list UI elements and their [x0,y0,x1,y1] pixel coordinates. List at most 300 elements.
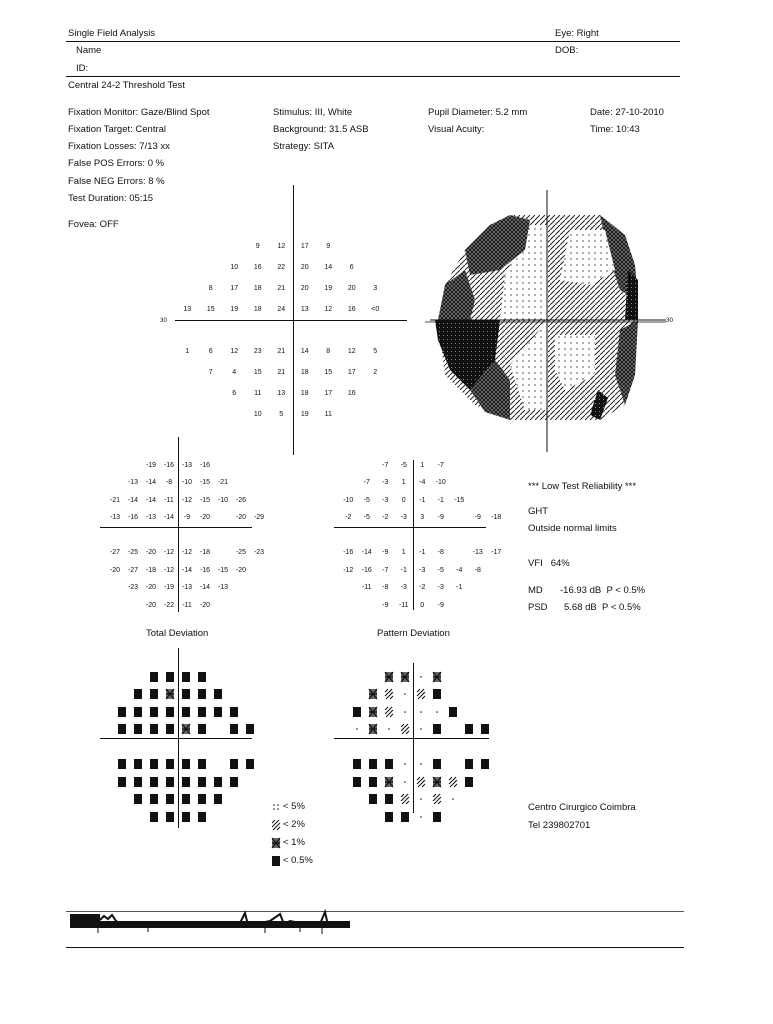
pattern-deviation-prob-symbol [369,794,377,804]
total-deviation-value: -18 [199,549,211,557]
total-deviation-value: -15 [199,479,211,487]
total-deviation-value: -16 [199,566,211,574]
total-deviation-prob-symbol [134,707,142,717]
threshold-value: 23 [253,347,262,355]
legend-p05: < 0.5% [283,855,313,866]
threshold-value: 7 [208,368,213,376]
total-deviation-value: -11 [182,601,192,609]
threshold-value: 10 [230,263,239,271]
total-deviation-prob-symbol [134,777,142,787]
threshold-value: 15 [206,305,215,313]
legend-p5: < 5% [283,801,305,812]
test-time: Time: 10:43 [590,124,640,135]
pattern-deviation-value: -5 [363,514,370,522]
pattern-deviation-value: -7 [382,566,389,574]
total-deviation-value: -25 [127,549,139,557]
pattern-deviation-value: -4 [456,566,463,574]
threshold-value: 11 [324,410,332,418]
pattern-deviation-prob-symbol [401,672,409,682]
total-deviation-value: -13 [145,514,157,522]
dob-label: DOB: [555,45,579,56]
clinic-tel: Tel 239802701 [528,820,591,831]
threshold-value: 15 [253,368,262,376]
threshold-value: 22 [277,263,286,271]
total-deviation-prob-symbol [214,707,222,717]
pattern-deviation-value: -8 [437,549,444,557]
total-deviation-prob-symbol [182,724,190,734]
threshold-axis-label-left: 30 [160,317,168,324]
total-deviation-prob-symbol [198,707,206,717]
pattern-dev-numeric-horizontal-axis [334,527,486,528]
total-deviation-value: -16 [199,461,211,469]
total-deviation-value: -13 [181,461,193,469]
report-title: Single Field Analysis [68,28,156,39]
pattern-deviation-prob-symbol [417,812,425,822]
total-deviation-value: -15 [217,566,229,574]
pattern-deviation-prob-symbol [481,759,489,769]
pattern-deviation-prob-symbol [401,724,409,734]
total-dev-prob-horizontal-axis [100,738,252,739]
threshold-value: 2 [373,368,378,376]
total-deviation-prob-symbol [198,759,206,769]
pattern-deviation-value: -18 [491,514,502,522]
stimulus: Stimulus: III, White [273,107,353,118]
total-deviation-prob-symbol [118,707,126,717]
pattern-deviation-value: -3 [437,584,444,592]
total-deviation-value: -27 [109,549,121,557]
total-deviation-prob-symbol [166,794,174,804]
pattern-deviation-prob-symbol [417,777,425,787]
pattern-deviation-value: 1 [420,461,425,469]
total-deviation-prob-symbol [150,812,158,822]
total-deviation-prob-symbol [214,794,222,804]
total-deviation-prob-symbol [134,689,142,699]
threshold-value: 19 [324,284,333,292]
reliability-warning: *** Low Test Reliability *** [528,481,637,492]
total-deviation-prob-symbol [182,812,190,822]
total-deviation-prob-symbol [134,759,142,769]
total-deviation-prob-symbol [150,724,158,734]
threshold-value: 21 [277,368,286,376]
total-deviation-value: -13 [127,479,139,487]
pattern-deviation-prob-symbol [481,724,489,734]
total-deviation-value: -14 [127,496,139,504]
pattern-deviation-value: -3 [382,479,389,487]
total-deviation-value: -21 [109,496,121,504]
total-deviation-prob-symbol [166,812,174,822]
fixation-losses: Fixation Losses: 7/13 xx [68,141,170,152]
threshold-value: 5 [279,410,284,418]
total-deviation-value: -20 [199,514,211,522]
pattern-deviation-prob-symbol [417,689,425,699]
total-deviation-prob-symbol [118,777,126,787]
legend-symbol-p05 [272,856,280,866]
total-deviation-value: -16 [127,514,139,522]
total-deviation-prob-symbol [166,759,174,769]
pattern-deviation-prob-symbol [369,724,377,734]
pattern-deviation-value: 1 [401,479,406,487]
fixation-target: Fixation Target: Central [68,124,167,135]
gaze-strip-baseline [70,927,350,928]
footer-rule [66,947,684,948]
threshold-value: 13 [300,305,309,313]
threshold-value: 18 [253,305,262,313]
threshold-value: 14 [300,347,309,355]
threshold-value: 1 [185,347,190,355]
total-deviation-prob-symbol [150,759,158,769]
threshold-value: 12 [230,347,239,355]
pattern-deviation-value: -9 [382,601,389,609]
threshold-value: 24 [277,305,286,313]
total-deviation-prob-symbol [198,724,206,734]
pattern-deviation-prob-symbol [353,759,361,769]
total-deviation-prob-symbol [166,724,174,734]
pattern-deviation-prob-symbol [433,777,441,787]
pattern-deviation-value: -5 [400,461,407,469]
pattern-deviation-value: -9 [382,549,389,557]
vfi-value: VFI 64% [528,558,570,569]
pattern-deviation-value: -10 [343,496,354,504]
total-deviation-value: -14 [163,514,175,522]
threshold-value: 11 [254,389,262,397]
total-deviation-value: -12 [163,549,175,557]
pattern-deviation-prob-symbol [465,759,473,769]
pattern-deviation-value: -3 [400,584,407,592]
test-name: Central 24-2 Threshold Test [68,80,185,91]
total-deviation-value: -20 [235,566,247,574]
pattern-deviation-prob-symbol [433,707,441,717]
pattern-deviation-prob-symbol [417,707,425,717]
threshold-value: 18 [253,284,262,292]
total-deviation-value: -21 [217,479,229,487]
pattern-deviation-prob-symbol [353,724,361,734]
total-deviation-prob-symbol [150,707,158,717]
strategy: Strategy: SITA [273,141,335,152]
pattern-deviation-prob-symbol [401,759,409,769]
total-deviation-value: -12 [181,549,193,557]
total-deviation-value: -19 [163,584,175,592]
pattern-deviation-prob-symbol [385,777,393,787]
pattern-deviation-value: -7 [363,479,370,487]
name-label: Name [76,45,102,56]
pattern-deviation-value: -9 [474,514,481,522]
pattern-deviation-prob-symbol [417,672,425,682]
pattern-deviation-value: -3 [419,566,426,574]
pattern-deviation-value: -10 [435,479,446,487]
threshold-value: 3 [373,284,378,292]
total-deviation-value: -25 [235,549,247,557]
pattern-deviation-prob-symbol [385,812,393,822]
pattern-deviation-value: -3 [400,514,407,522]
total-deviation-value: -13 [109,514,121,522]
threshold-value: 20 [300,263,309,271]
threshold-value: 16 [347,305,356,313]
pattern-deviation-prob-symbol [385,759,393,769]
header-rule-top [66,41,680,42]
pattern-deviation-value: -17 [491,549,502,557]
threshold-value: 9 [255,242,260,250]
legend-p1: < 1% [283,837,305,848]
threshold-value: 17 [324,389,333,397]
total-deviation-value: -8 [165,479,173,487]
pattern-deviation-prob-symbol [433,672,441,682]
pattern-deviation-prob-symbol [369,689,377,699]
pattern-deviation-prob-symbol [401,794,409,804]
header-rule-bottom [66,76,680,77]
total-deviation-value: -10 [181,479,193,487]
threshold-value: 6 [232,389,237,397]
legend-symbol-p2 [272,820,280,830]
total-deviation-prob-symbol [134,724,142,734]
total-deviation-label: Total Deviation [146,628,209,639]
total-deviation-prob-symbol [198,672,206,682]
total-deviation-value: -29 [253,514,265,522]
pattern-deviation-prob-symbol [433,759,441,769]
total-deviation-prob-symbol [150,794,158,804]
pattern-deviation-prob-symbol [417,794,425,804]
fixation-monitor: Fixation Monitor: Gaze/Blind Spot [68,107,210,118]
pattern-deviation-prob-symbol [417,724,425,734]
total-deviation-value: -18 [145,566,157,574]
pattern-deviation-value: 3 [420,514,425,522]
threshold-value: <0 [371,305,380,313]
total-deviation-prob-symbol [182,794,190,804]
threshold-value: 19 [230,305,239,313]
pattern-deviation-label: Pattern Deviation [377,628,450,639]
pattern-deviation-value: -12 [343,566,354,574]
threshold-value: 12 [347,347,356,355]
pattern-dev-numeric-vertical-axis [413,460,414,610]
total-deviation-value: -13 [181,584,193,592]
pattern-deviation-prob-symbol [449,794,457,804]
threshold-value: 17 [230,284,239,292]
total-deviation-prob-symbol [166,689,174,699]
total-deviation-value: -20 [145,584,157,592]
id-label: ID: [76,63,89,74]
total-deviation-prob-symbol [150,689,158,699]
threshold-value: 4 [232,368,237,376]
threshold-value: 17 [347,368,356,376]
pattern-deviation-prob-symbol [417,759,425,769]
threshold-value: 20 [347,284,356,292]
total-deviation-prob-symbol [150,777,158,787]
psd-label: PSD [528,602,548,613]
total-deviation-value: -20 [145,549,157,557]
false-neg-errors: False NEG Errors: 8 % [68,176,165,187]
total-deviation-prob-symbol [182,777,190,787]
pattern-deviation-prob-symbol [353,707,361,717]
pattern-deviation-prob-symbol [433,689,441,699]
pattern-deviation-value: -13 [472,549,483,557]
pattern-deviation-value: -8 [474,566,481,574]
pupil-diameter: Pupil Diameter: 5.2 mm [428,107,528,118]
grayscale-map [430,190,670,450]
threshold-value: 14 [324,263,333,271]
total-deviation-prob-symbol [230,707,238,717]
pattern-deviation-value: -1 [419,549,426,557]
pattern-deviation-value: -16 [343,549,354,557]
pattern-deviation-prob-symbol [465,724,473,734]
pattern-deviation-prob-symbol [401,777,409,787]
threshold-value: 16 [253,263,262,271]
threshold-value: 17 [300,242,309,250]
total-deviation-prob-symbol [182,672,190,682]
total-deviation-value: -27 [127,566,139,574]
threshold-value: 18 [300,389,309,397]
pattern-deviation-prob-symbol [433,724,441,734]
visual-acuity: Visual Acuity: [428,124,485,135]
threshold-value: 5 [373,347,378,355]
gaze-tracking-trace [70,911,360,937]
total-deviation-value: -10 [217,496,229,504]
pattern-deviation-value: -8 [382,584,389,592]
threshold-value: 21 [277,347,286,355]
ght-value: Outside normal limits [528,523,617,534]
pattern-deviation-value: -16 [361,566,372,574]
threshold-value: 15 [324,368,333,376]
pattern-deviation-prob-symbol [385,707,393,717]
threshold-value: 12 [277,242,286,250]
pattern-deviation-prob-symbol [433,794,441,804]
total-deviation-prob-symbol [134,794,142,804]
total-deviation-value: -14 [145,479,157,487]
pattern-deviation-value: -5 [437,566,444,574]
pattern-deviation-value: -3 [382,496,389,504]
total-deviation-prob-symbol [198,812,206,822]
pattern-deviation-value: 0 [420,601,425,609]
total-deviation-prob-symbol [230,724,238,734]
total-deviation-value: -23 [253,549,265,557]
total-deviation-prob-symbol [182,707,190,717]
pattern-dev-prob-horizontal-axis [334,738,489,739]
pattern-deviation-prob-symbol [369,707,377,717]
pattern-deviation-value: -14 [361,549,372,557]
threshold-value: 9 [326,242,331,250]
total-deviation-value: -16 [163,461,175,469]
total-deviation-prob-symbol [214,777,222,787]
pattern-deviation-prob-symbol [369,759,377,769]
pattern-deviation-value: -4 [419,479,426,487]
pattern-deviation-prob-symbol [385,724,393,734]
pattern-deviation-prob-symbol [465,777,473,787]
pattern-deviation-prob-symbol [353,777,361,787]
total-deviation-prob-symbol [182,689,190,699]
total-deviation-value: -20 [109,566,121,574]
legend-symbol-p5 [272,802,280,812]
threshold-value: 12 [324,305,333,313]
threshold-value: 19 [300,410,309,418]
clinic-name: Centro Cirurgico Coimbra [528,802,636,813]
total-deviation-value: -14 [145,496,157,504]
threshold-value: 6 [349,263,354,271]
total-deviation-value: -20 [145,601,157,609]
pattern-deviation-value: -2 [345,514,352,522]
total-deviation-value: -14 [181,566,193,574]
pattern-deviation-value: -15 [454,496,465,504]
pattern-deviation-value: -9 [437,601,444,609]
pattern-deviation-prob-symbol [401,689,409,699]
pattern-deviation-value: 1 [401,549,406,557]
pattern-deviation-prob-symbol [433,812,441,822]
test-duration: Test Duration: 05:15 [68,193,154,204]
md-value: -16.93 dB P < 0.5% [560,585,646,596]
pattern-deviation-value: 0 [401,496,406,504]
pattern-deviation-value: -9 [437,514,444,522]
total-deviation-value: -11 [164,496,174,504]
total-deviation-value: -14 [199,584,211,592]
total-deviation-prob-symbol [118,759,126,769]
pattern-deviation-prob-symbol [449,777,457,787]
total-deviation-value: -26 [235,496,247,504]
total-deviation-value: -13 [217,584,229,592]
md-label: MD [528,585,543,596]
total-deviation-prob-symbol [166,777,174,787]
threshold-value: 21 [277,284,286,292]
threshold-horizontal-axis [175,320,407,321]
legend-symbol-p1 [272,838,280,848]
total-deviation-prob-symbol [198,689,206,699]
threshold-value: 16 [347,389,356,397]
pattern-deviation-value: -2 [382,514,389,522]
pattern-deviation-prob-symbol [449,707,457,717]
total-deviation-prob-symbol [150,672,158,682]
eye-label: Eye: Right [555,28,599,39]
total-deviation-value: -15 [199,496,211,504]
pattern-deviation-value: -2 [419,584,426,592]
pattern-deviation-prob-symbol [385,794,393,804]
pattern-deviation-value: -1 [437,496,444,504]
total-dev-numeric-horizontal-axis [100,527,252,528]
pattern-deviation-prob-symbol [369,777,377,787]
ght-label: GHT [528,506,549,517]
pattern-deviation-prob-symbol [385,689,393,699]
total-deviation-prob-symbol [230,759,238,769]
pattern-deviation-prob-symbol [401,812,409,822]
pattern-deviation-value: -1 [419,496,426,504]
pattern-deviation-value: -7 [437,461,444,469]
total-deviation-prob-symbol [230,777,238,787]
total-deviation-prob-symbol [246,759,254,769]
total-deviation-prob-symbol [198,794,206,804]
threshold-value: 13 [277,389,286,397]
total-deviation-value: -20 [235,514,247,522]
test-date: Date: 27-10-2010 [590,107,664,118]
total-deviation-prob-symbol [214,689,222,699]
total-deviation-value: -9 [183,514,191,522]
total-dev-numeric-vertical-axis [178,437,179,612]
pattern-deviation-value: -11 [398,601,409,609]
threshold-value: 8 [208,284,213,292]
total-deviation-value: -19 [145,461,157,469]
background: Background: 31.5 ASB [273,124,369,135]
total-deviation-value: -12 [163,566,175,574]
total-deviation-value: -22 [163,601,175,609]
threshold-value: 18 [300,368,309,376]
threshold-value: 8 [326,347,331,355]
total-deviation-prob-symbol [166,707,174,717]
threshold-value: 13 [183,305,192,313]
pattern-deviation-value: -11 [361,584,372,592]
total-deviation-value: -12 [181,496,193,504]
threshold-value: 6 [208,347,213,355]
total-deviation-value: -23 [127,584,139,592]
pattern-deviation-value: -5 [363,496,370,504]
total-deviation-prob-symbol [198,777,206,787]
pattern-deviation-value: -1 [400,566,407,574]
threshold-value: 10 [253,410,262,418]
grayscale-axis-label-right: 30 [666,317,674,324]
pattern-deviation-value: -7 [382,461,389,469]
